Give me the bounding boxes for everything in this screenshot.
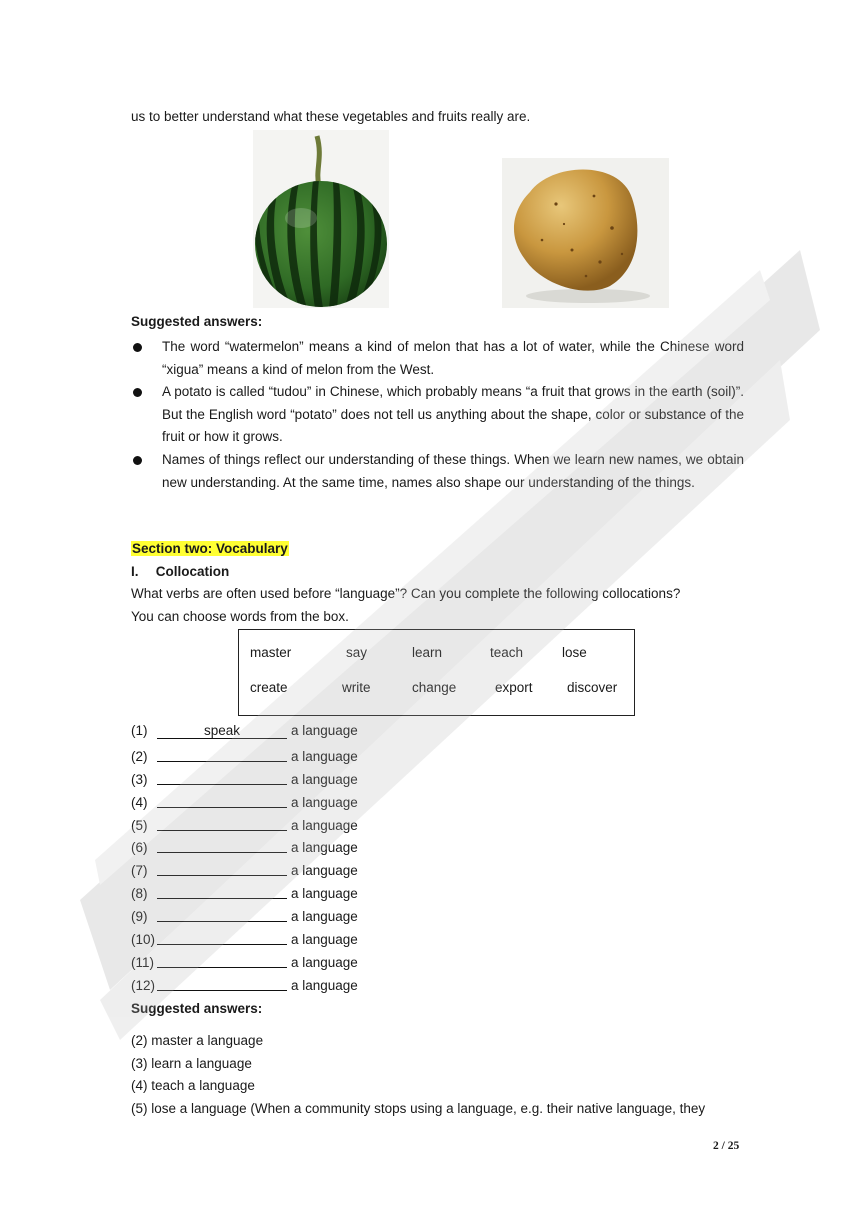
exercise-item [131,723,358,746]
word-box [238,629,635,716]
suggested-answers-heading-2: Suggested answers: [131,1001,263,1016]
item-label: (8) [131,886,148,902]
collocation-heading [131,564,229,579]
answer-line: (5) lose a language (When a community stops using a language, e.g. their native language, they [131,1100,706,1116]
word-option: export [495,680,533,695]
item-suffix: a language [291,794,358,810]
item-suffix: a language [291,863,358,879]
answer-line: (3) learn a language [131,1055,252,1071]
item-label: (12) [131,977,156,993]
word-option: write [342,680,371,695]
item-suffix: a language [291,840,358,856]
bullet-list [131,336,744,494]
watermelon-image [253,130,389,308]
item-label: (3) [131,771,148,787]
question-line-1: What verbs are often used before “language”? Can you complete the following collocations? [131,586,681,601]
collocation-number: I. [131,564,139,579]
word-option: teach [490,645,524,660]
item-suffix: a language [291,886,358,902]
answer-blank[interactable] [157,884,287,899]
exercise-list [131,723,358,998]
section-heading: Section two: Vocabulary [132,541,288,556]
page-number: 2 / 25 [713,1140,740,1152]
exercise-item [131,769,358,792]
answer-blank[interactable] [157,976,287,991]
item-suffix: a language [291,817,358,833]
question-line-2: You can choose words from the box. [131,609,349,624]
exercise-item [131,929,358,952]
item-suffix: a language [291,977,358,993]
word-option: create [250,680,288,695]
answer-blank[interactable] [157,861,287,876]
collocation-title: Collocation [155,564,230,579]
word-option: change [412,680,457,695]
exercise-item [131,837,358,860]
answer-blank[interactable] [157,816,287,831]
word-option: learn [412,645,443,660]
answer-blank[interactable] [157,770,287,785]
word-option: master [250,645,292,660]
item-label: (10) [131,932,156,948]
item-label: (6) [131,840,148,856]
word-option: say [346,645,368,660]
word-option: lose [562,645,587,660]
answer-blank[interactable] [157,930,287,945]
exercise-item [131,906,358,929]
answer-blank[interactable]: speak [157,724,287,739]
exercise-item [131,952,358,975]
intro-text: us to better understand what these vegetables and fruits really are. [131,109,531,124]
bullet-item [131,336,744,381]
answer-list [131,1030,744,1120]
bullet-text: A potato is called “tudou” in Chinese, which probably means “a fruit that grows in the earth (soil)”. But the English word “potato” does not tell us anything about the shape, color or substance of the fruit or how it grows. [162,384,744,445]
exercise-item [131,792,358,815]
bullet-dot-icon [133,343,142,352]
answer-blank[interactable] [157,747,287,762]
exercise-item [131,883,358,906]
bullet-item [131,449,744,494]
answer-blank[interactable] [157,953,287,968]
bullet-item [131,381,744,449]
answer-blank[interactable] [157,793,287,808]
exercise-item [131,860,358,883]
answer-line: (4) teach a language [131,1078,255,1094]
answer-blank[interactable] [157,838,287,853]
item-suffix: a language [291,954,358,970]
item-label: (2) [131,748,148,764]
bullet-text: Names of things reflect our understanding of these things. When we learn new names, we obtain new understanding. At the same time, names also shape our understanding of the things. [162,451,744,490]
exercise-item [131,975,358,998]
item-suffix: a language [291,909,358,925]
word-option: discover [567,680,618,695]
exercise-item [131,746,358,769]
item-label: (4) [131,794,148,810]
item-label: (1) [131,723,148,738]
exercise-item [131,815,358,838]
bullet-dot-icon [133,456,142,465]
bullet-text: The word “watermelon” means a kind of melon that has a lot of water, while the Chinese word “xigua” means a kind of melon from the West. [162,339,744,377]
item-suffix: a language [291,771,358,787]
suggested-answers-heading: Suggested answers: [131,314,263,329]
item-label: (9) [131,909,148,925]
item-suffix: a language [291,748,358,764]
bullet-dot-icon [133,388,142,397]
item-suffix: a language [291,723,358,738]
item-suffix: a language [291,932,358,948]
item-label: (7) [131,863,148,879]
item-label: (11) [131,954,155,970]
answer-line: (2) master a language [131,1033,264,1048]
answer-blank[interactable] [157,907,287,922]
item-label: (5) [131,817,148,833]
potato-image [502,158,669,308]
